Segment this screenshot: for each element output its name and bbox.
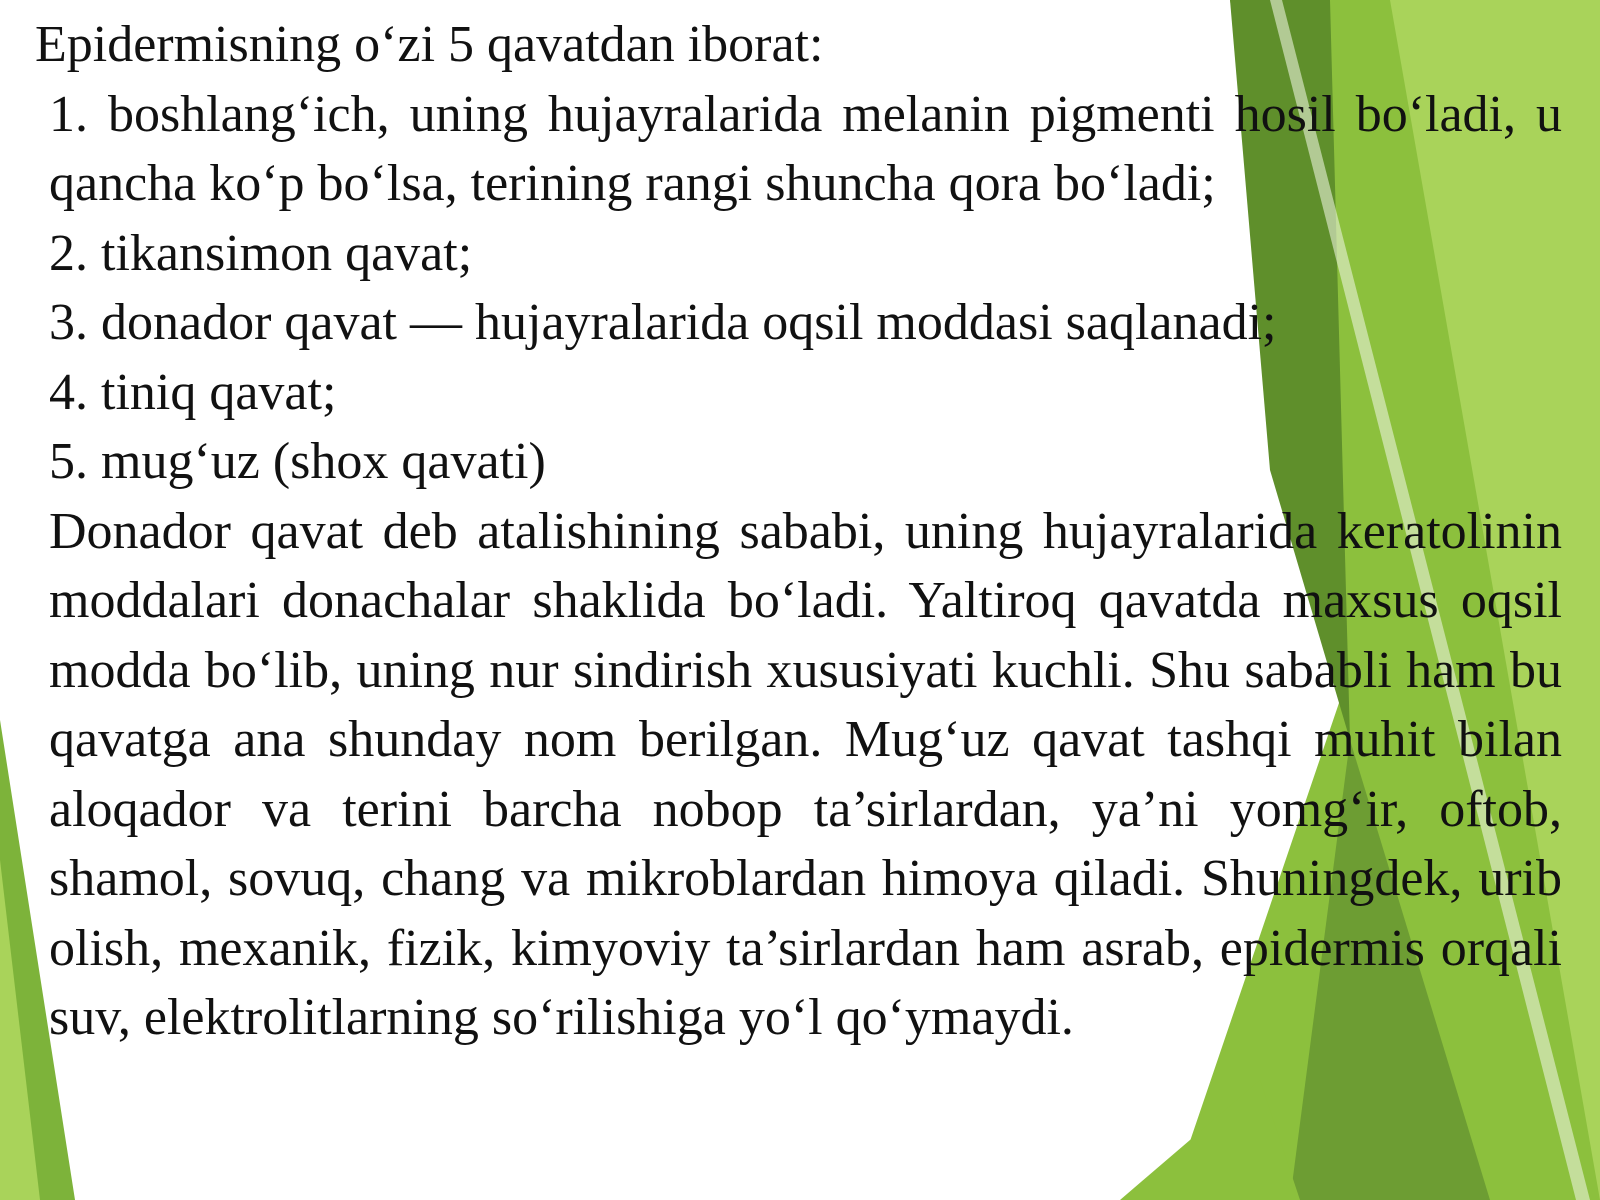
intro-line: Epidermisning o‘zi 5 qavatdan iborat: [35,16,824,73]
list-item-5: 5. mug‘uz (shox qavati) [49,433,546,490]
list-item-2: 2. tikansimon qavat; [49,224,473,282]
body-paragraph: Donador qavat deb atalishining sababi, uning hujayralarida keratolinin moddalari donachalar shaklida bo‘ladi. Yaltiroq qavatda maxsus oqsil modda bo‘lib, uning nur sindirish xususiyati kuchli. Shu sababli ham bu qavatga ana shunday nom berilgan. Mug‘uz qavat tashqi muhit bilan aloqador va terini barcha nobop ta’sirlardan, ya’ni yomg‘ir, oftob, shamol, sovuq, chang va mikroblardan himoya qiladi. Shuningdek, urib olish, mexanik, fizik, kimyoviy ta’sirlardan ham asrab, epidermis orqali suv, elektrolitlarning so‘rilishiga yo‘l qo‘ymaydi. [49,502,1562,1046]
list-item-1: 1. boshlang‘ich, uning hujayralarida melanin pigmenti hosil bo‘ladi, u qancha ko‘p bo‘lsa, terining rangi shuncha qora bo‘ladi; [49,85,1562,212]
list-item-4: 4. tiniq qavat; [49,363,337,421]
slide-text [35,10,1562,1053]
list-item-3: 3. donador qavat — hujayralarida oqsil moddasi saqlanadi; [49,294,1277,351]
